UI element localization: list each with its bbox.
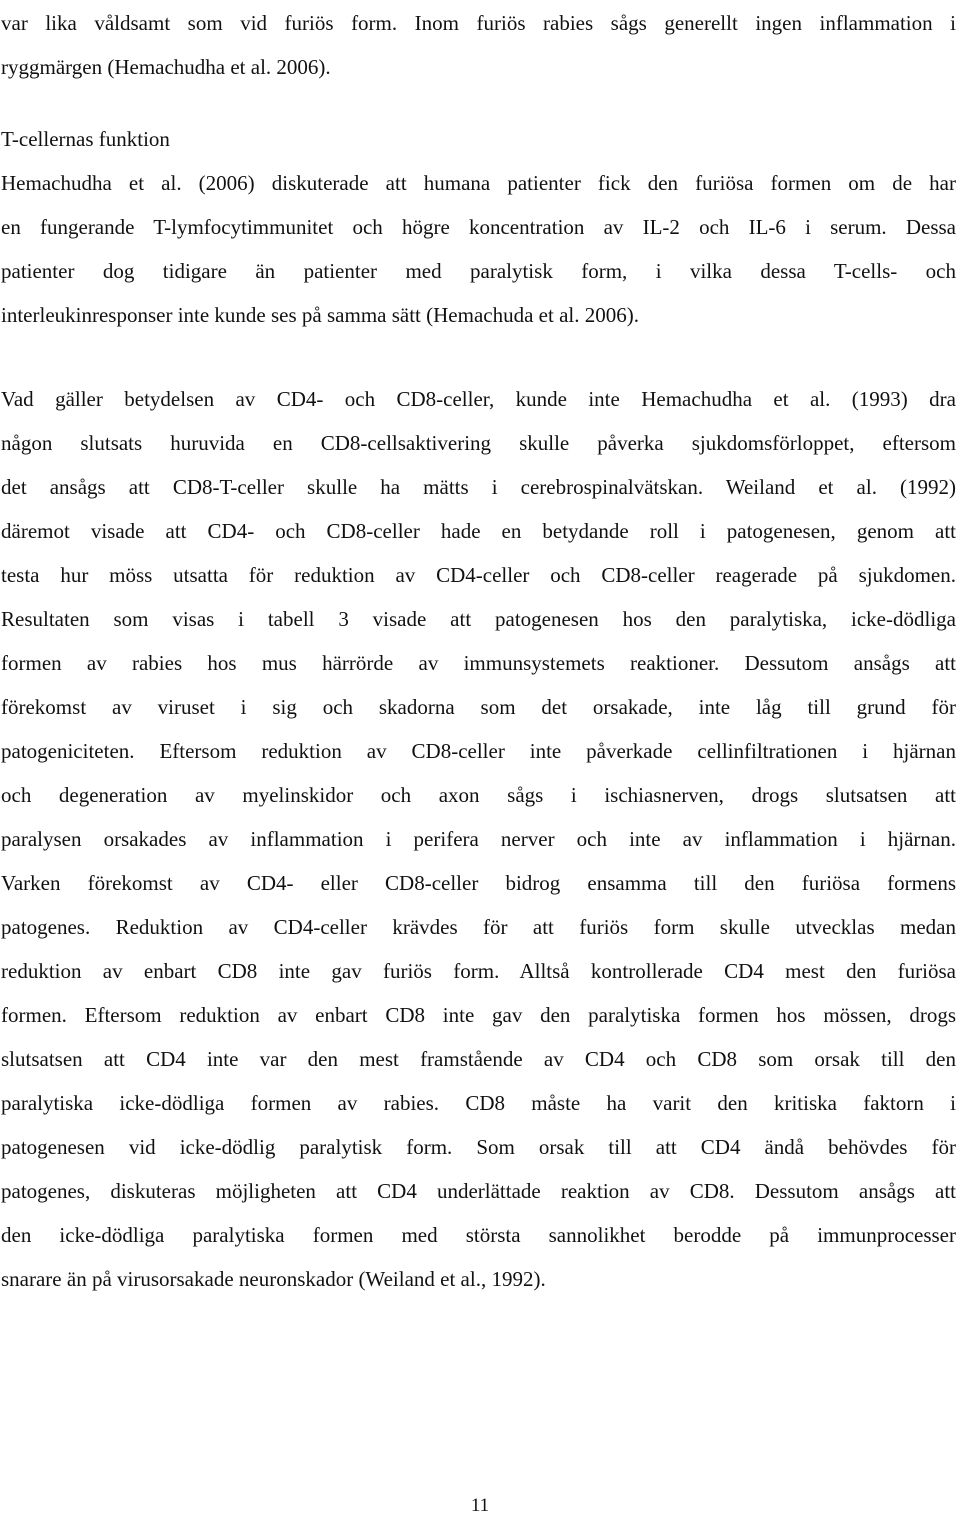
text-line: ryggmärgen (Hemachudha et al. 2006). [1,55,331,79]
text-line: någon slutsats huruvida en CD8-cellsaktivering skulle påverka sjukdomsförloppet, eftersom [1,431,956,455]
text-line: det ansågs att CD8-T-celler skulle ha mätts i cerebrospinalvätskan. Weiland et al. (1992) [1,475,956,499]
text-line: Hemachudha et al. (2006) diskuterade att humana patienter fick den furiösa formen om de har [1,171,956,195]
text-line: interleukinresponser inte kunde ses på samma sätt (Hemachuda et al. 2006). [1,303,639,327]
section-heading-block [1,117,956,161]
text-line: patienter dog tidigare än patienter med paralytisk form, i vilka dessa T-cells- och [1,259,956,283]
text-line: däremot visade att CD4- och CD8-celler hade en betydande roll i patogenesen, genom att [1,519,956,543]
text-line: patogeniciteten. Eftersom reduktion av CD8-celler inte påverkade cellinfiltrationen i hjärnan [1,739,956,763]
text-line: Varken förekomst av CD4- eller CD8-celler bidrog ensamma till den furiösa formens [1,871,956,895]
text-line: formen. Eftersom reduktion av enbart CD8 inte gav den paralytiska formen hos mössen, drogs [1,1003,956,1027]
text-line: patogenes. Reduktion av CD4-celler krävdes för att furiös form skulle utvecklas medan [1,915,956,939]
page-number: 11 [470,1495,490,1516]
text-line: testa hur möss utsatta för reduktion av CD4-celler och CD8-celler reagerade på sjukdomen. [1,563,956,587]
text-line: patogenes, diskuteras möjligheten att CD4 underlättade reaktion av CD8. Dessutom ansågs att [1,1179,956,1203]
text-line: den icke-dödliga paralytiska formen med största sannolikhet berodde på immunprocesser [1,1223,956,1247]
text-line: patogenesen vid icke-dödlig paralytisk form. Som orsak till att CD4 ändå behövdes för [1,1135,956,1159]
paragraph-cd4-cd8 [1,377,956,1301]
section-heading: T-cellernas funktion [1,127,170,151]
text-line: formen av rabies hos mus härrörde av immunsystemets reaktioner. Dessutom ansågs att [1,651,956,675]
text-line: en fungerande T-lymfocytimmunitet och högre koncentration av IL-2 och IL-6 i serum. Dessa [1,215,956,239]
text-line: Vad gäller betydelsen av CD4- och CD8-celler, kunde inte Hemachudha et al. (1993) dra [1,387,956,411]
text-line: paralysen orsakades av inflammation i perifera nerver och inte av inflammation i hjärnan. [1,827,956,851]
text-line: reduktion av enbart CD8 inte gav furiös form. Alltså kontrollerade CD4 mest den furiösa [1,959,956,983]
text-line: snarare än på virusorsakade neuronskador (Weiland et al., 1992). [1,1267,546,1291]
text-line: var lika våldsamt som vid furiös form. Inom furiös rabies sågs generellt ingen inflammation i [1,11,956,35]
text-line: slutsatsen att CD4 inte var den mest framstående av CD4 och CD8 som orsak till den [1,1047,956,1071]
intro-paragraph [1,1,956,89]
paragraph-t-cell-function [1,161,956,337]
text-line: och degeneration av myelinskidor och axon sågs i ischiasnerven, drogs slutsatsen att [1,783,956,807]
text-line: paralytiska icke-dödliga formen av rabies. CD8 måste ha varit den kritiska faktorn i [1,1091,956,1115]
text-line: Resultaten som visas i tabell 3 visade att patogenesen hos den paralytiska, icke-dödliga [1,607,956,631]
text-line: förekomst av viruset i sig och skadorna som det orsakade, inte låg till grund för [1,695,956,719]
